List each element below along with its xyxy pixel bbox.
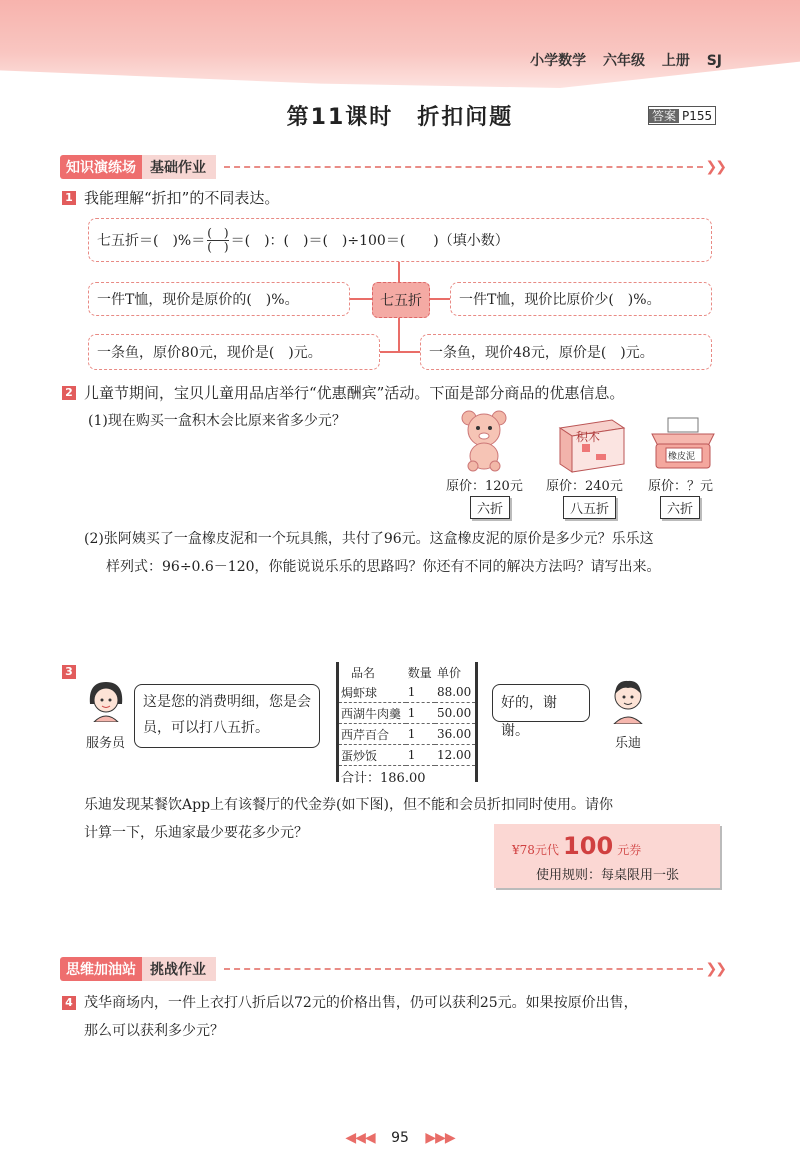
- section-label: 挑战作业: [142, 957, 216, 981]
- page-number: 95: [391, 1130, 409, 1146]
- answer-reference: [648, 106, 716, 125]
- item-price: 原价：240元: [546, 479, 623, 494]
- item-price: 原价：？元: [648, 479, 714, 494]
- center-concept-box: 七五折: [372, 282, 430, 318]
- receipt: [336, 662, 478, 786]
- receipt-item-qty: 1: [406, 682, 435, 703]
- question-text-line1: 茂华商场内，一件上衣打八折后以72元的价格出售，仍可以获利25元。如果按原价出售，: [84, 995, 638, 1011]
- discount-tag: 六折: [660, 496, 700, 519]
- topic-label: 折扣问题: [417, 105, 514, 130]
- fish-current-price-box: 一条鱼，原价80元，现价是( )元。: [88, 334, 380, 370]
- customer-speech-bubble: 好的，谢谢。: [492, 684, 590, 722]
- discount-tag: 六折: [470, 496, 510, 519]
- section-tag: 思维加油站: [60, 957, 142, 981]
- receipt-header: 品名: [351, 665, 376, 680]
- receipt-item-price: 88.00: [435, 682, 475, 703]
- coupon-prefix: ¥78元代: [512, 843, 559, 857]
- question-text-line2: 计算一下，乐迪家最少要花多少元？: [84, 825, 308, 841]
- coupon-amount: 100: [563, 832, 614, 860]
- item-price: 原价：120元: [446, 479, 523, 494]
- receipt-item-price: 36.00: [435, 724, 475, 745]
- answer-key-label: 答案: [649, 109, 679, 123]
- receipt-header: 单价: [436, 665, 461, 680]
- expression-part: ＝( )：( )＝( )÷100＝( )（填小数）: [230, 233, 509, 249]
- coupon-rule: 使用规则：每桌限用一张: [536, 868, 680, 883]
- receipt-item-qty: 1: [406, 703, 435, 724]
- volume-label: 上册: [661, 53, 690, 69]
- connector-line: [380, 351, 420, 353]
- fish-original-price-box: 一条鱼，现价48元，原价是( )元。: [420, 334, 712, 370]
- customer-label: 乐迪: [615, 736, 642, 751]
- fraction-denominator: ( ): [207, 239, 229, 254]
- blocks-box-label: 积木: [576, 430, 601, 444]
- receipt-item-name: 焗虾球: [339, 682, 406, 703]
- question-text: 儿童节期间，宝贝儿童用品店举行“优惠酬宾”活动。下面是部分商品的优惠信息。: [84, 384, 625, 402]
- book-meta: [518, 50, 722, 70]
- question-number: 4: [62, 996, 76, 1010]
- fraction-numerator: ( ): [207, 225, 229, 240]
- receipt-item-price: 50.00: [435, 703, 475, 724]
- subquestion-1: (1)现在购买一盒积木会比原来省多少元？: [88, 413, 346, 429]
- section-basic: [60, 156, 725, 178]
- answer-page: P155: [682, 109, 713, 123]
- section-divider: [224, 166, 703, 168]
- double-chevron-icon: ❯❯: [705, 159, 725, 175]
- question-text-line1: 乐迪发现某餐饮App上有该餐厅的代金券(如下图)，但不能和会员折扣同时使用。请你: [84, 797, 613, 813]
- receipt-table: [339, 662, 475, 787]
- tshirt-percent-box: 一件T恤，现价是原价的( )%。: [88, 282, 350, 316]
- subquestion-2-line1: (2)张阿姨买了一盒橡皮泥和一个玩具熊，共付了96元。这盒橡皮泥的原价是多少元？乐乐这: [84, 531, 654, 547]
- clay-box-label: 橡皮泥: [668, 452, 696, 462]
- left-arrows-icon: ◀◀◀: [345, 1130, 375, 1146]
- coupon-title: [512, 832, 641, 860]
- receipt-row: [339, 724, 475, 745]
- right-arrows-icon: ▶▶▶: [425, 1130, 455, 1146]
- voucher-coupon: [494, 824, 720, 888]
- question-number: 2: [62, 386, 76, 400]
- waiter-avatar-icon: [84, 678, 128, 722]
- grade-label: 六年级: [602, 53, 645, 69]
- receipt-row: [339, 745, 475, 766]
- connector-line: [350, 298, 372, 300]
- receipt-row: [339, 703, 475, 724]
- customer-avatar-icon: [606, 676, 650, 724]
- waiter-speech-bubble: 这是您的消费明细，您是会员，可以打八五折。: [134, 684, 320, 748]
- section-challenge: [60, 958, 725, 980]
- receipt-item-name: 西芹百合: [339, 724, 406, 745]
- receipt-row: [339, 682, 475, 703]
- section-label: 基础作业: [142, 155, 216, 179]
- receipt-total-row: [339, 766, 475, 788]
- receipt-item-price: 12.00: [435, 745, 475, 766]
- page-header-band: [0, 0, 800, 88]
- section-divider: [224, 968, 703, 970]
- expression-part: 七五折＝( )%＝: [97, 233, 206, 249]
- receipt-item-qty: 1: [406, 724, 435, 745]
- subject-label: 小学数学: [530, 53, 587, 69]
- lesson-label: 第11课时: [286, 105, 394, 130]
- receipt-item-name: 西湖牛肉羹: [339, 703, 406, 724]
- tshirt-decrease-box: 一件T恤，现价比原价少( )%。: [450, 282, 712, 316]
- fraction-expression-box: [88, 218, 712, 262]
- section-tag: 知识演练场: [60, 155, 142, 179]
- receipt-header-row: [339, 662, 475, 682]
- subquestion-2-line2: 样列式：96÷0.6－120，你能说说乐乐的思路吗？你还有不同的解决方法吗？请写出来。: [106, 559, 661, 575]
- question-text: 我能理解“折扣”的不同表达。: [84, 189, 280, 207]
- double-chevron-icon: ❯❯: [705, 961, 725, 977]
- receipt-item-qty: 1: [406, 745, 435, 766]
- receipt-item-name: 蛋炒饭: [339, 745, 406, 766]
- fraction: [207, 227, 228, 254]
- receipt-header: 数量: [407, 665, 432, 680]
- question-number: 1: [62, 191, 76, 205]
- page-footer: [0, 1130, 800, 1146]
- discount-tag: 八五折: [563, 496, 616, 519]
- waiter-label: 服务员: [86, 736, 126, 751]
- connector-line: [428, 298, 450, 300]
- question-number: 3: [62, 665, 76, 679]
- question-text-line2: 那么可以获利多少元？: [84, 1023, 224, 1039]
- teddy-bear-icon: [455, 408, 513, 472]
- coupon-suffix: 元券: [617, 843, 642, 857]
- edition-label: SJ: [706, 53, 722, 69]
- receipt-total: 合计：186.00: [341, 771, 426, 786]
